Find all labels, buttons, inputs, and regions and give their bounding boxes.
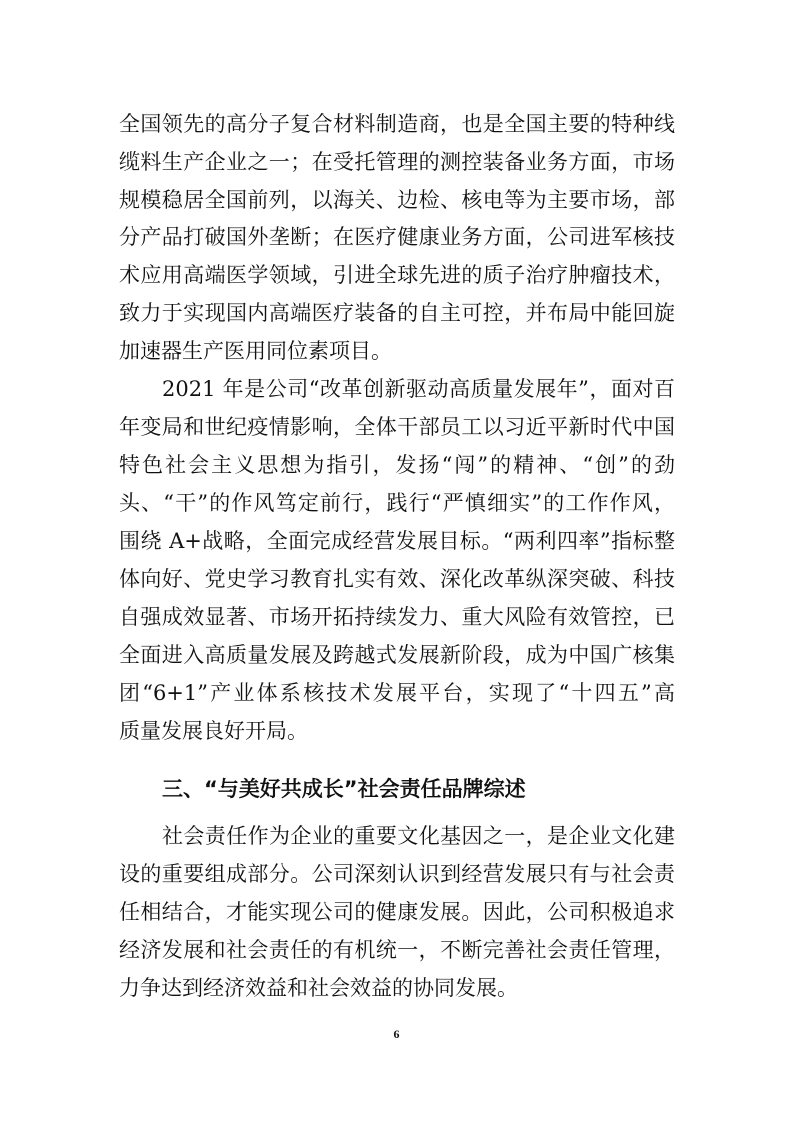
page-number: 6 [393,1027,400,1041]
paragraph-line: 自强成效显著、市场开拓持续发力、重大风险有效管控，已 [119,605,675,629]
paragraph-line: 术应用高端医学领域，引进全球先进的质子治疗肿瘤技术， [119,263,675,287]
paragraph-line: 团“6+1”产业体系核技术发展平台，实现了“十四五”高 [119,681,675,705]
paragraph-line: 力争达到经济效益和社会效益的协同发展。 [119,976,518,1000]
paragraph-line: 质量发展良好开局。 [119,719,308,743]
paragraph-line: 特色社会主义思想为指引，发扬“闯”的精神、“创”的劲 [119,453,675,477]
paragraph-line: 任相结合，才能实现公司的健康发展。因此，公司积极追求 [119,900,675,924]
paragraph-line: 体向好、党史学习教育扎实有效、深化改革纵深突破、科技 [119,567,675,591]
paragraph-line: 全国领先的高分子复合材料制造商，也是全国主要的特种线 [119,112,675,136]
paragraph-line: 头、“干”的作风笃定前行，践行“严慎细实”的工作作风， [119,491,675,515]
paragraph-line: 社会责任作为企业的重要文化基因之一，是企业文化建 [162,824,675,848]
paragraph-line: 围绕 A+战略，全面完成经营发展目标。“两利四率”指标整 [119,529,675,553]
paragraph-line: 年变局和世纪疫情影响，全体干部员工以习近平新时代中国 [119,415,675,439]
paragraph-line: 加速器生产医用同位素项目。 [119,339,392,363]
paragraph-line: 分产品打破国外垄断；在医疗健康业务方面，公司进军核技 [119,225,675,249]
paragraph-line: 设的重要组成部分。公司深刻认识到经营发展只有与社会责 [119,862,675,886]
paragraph-line: 规模稳居全国前列，以海关、边检、核电等为主要市场，部 [119,188,675,212]
paragraph-line: 缆料生产企业之一；在受托管理的测控装备业务方面，市场 [119,150,675,174]
paragraph-line: 致力于实现国内高端医疗装备的自主可控，并布局中能回旋 [119,301,675,325]
paragraph-line: 2021 年是公司“改革创新驱动高质量发展年”，面对百 [162,377,675,401]
section-heading: 三、“与美好共成长”社会责任品牌综述 [162,777,526,801]
paragraph-line: 全面进入高质量发展及跨越式发展新阶段，成为中国广核集 [119,643,675,667]
paragraph-line: 经济发展和社会责任的有机统一，不断完善社会责任管理， [119,938,675,962]
